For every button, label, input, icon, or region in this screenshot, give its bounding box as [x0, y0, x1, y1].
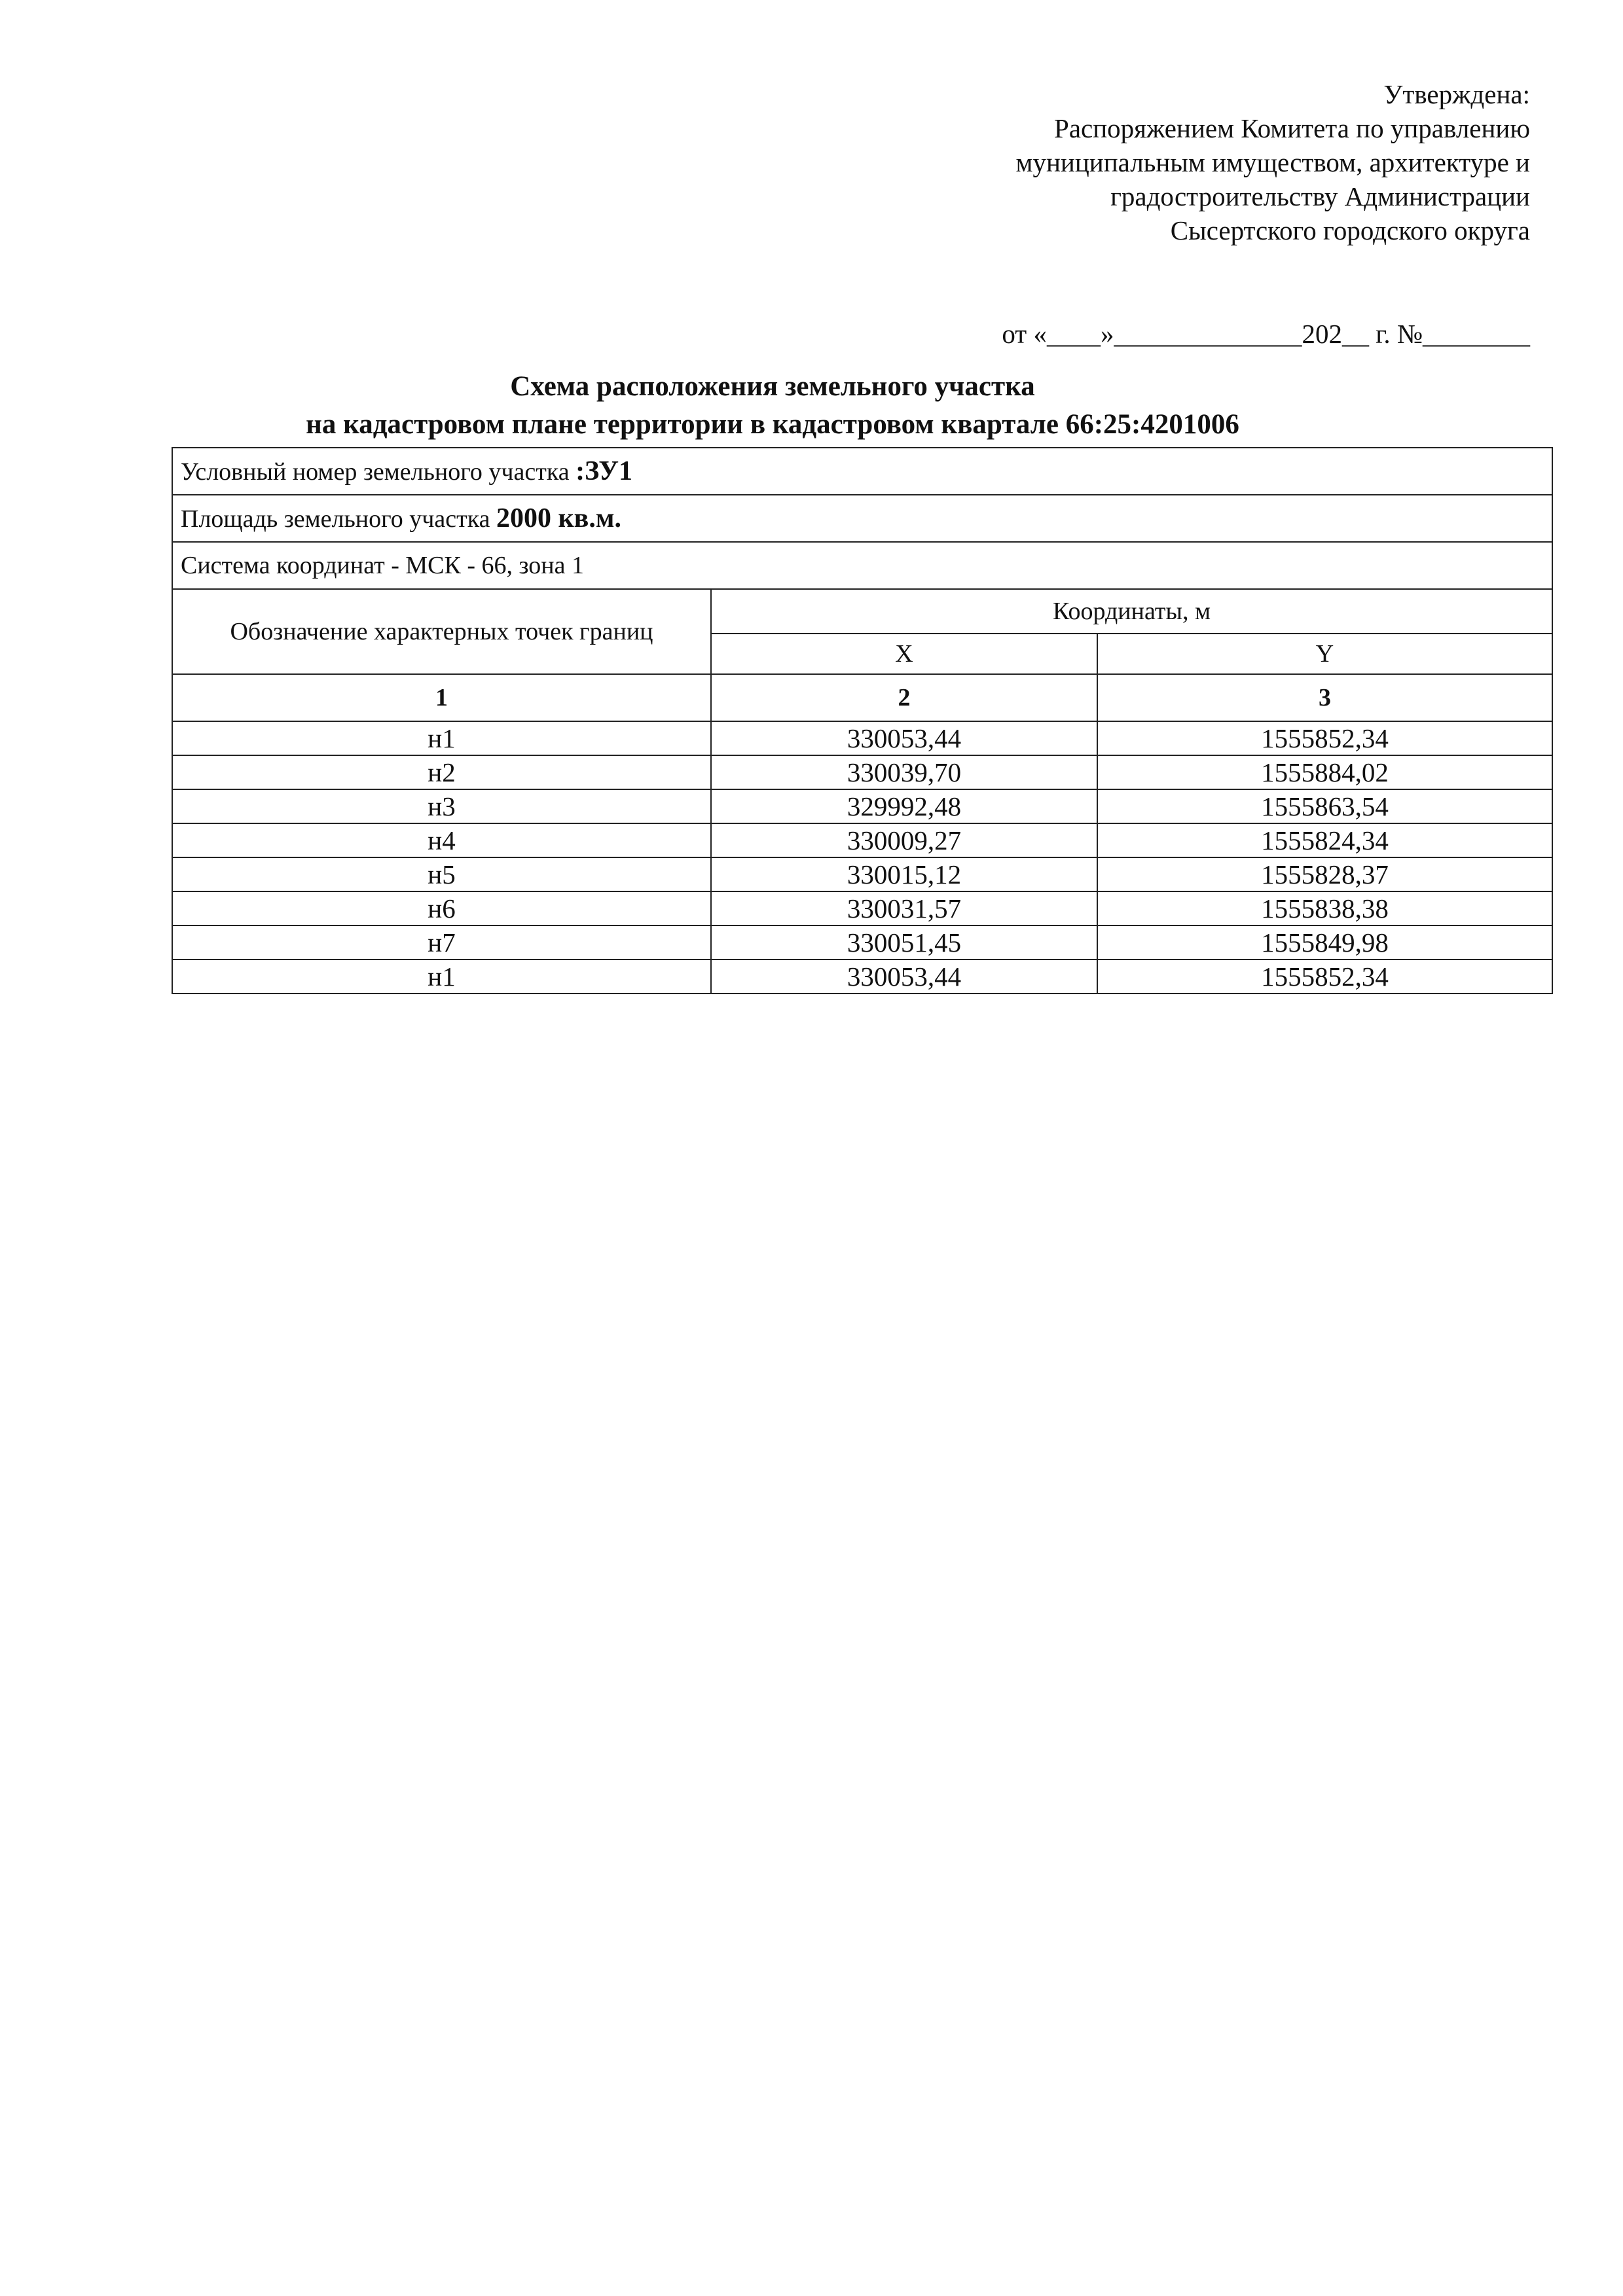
point-cell: н3: [172, 789, 711, 823]
points-header: Обозначение характерных точек границ: [172, 589, 711, 674]
coordinates-table: [172, 447, 1553, 994]
column-number: 3: [1097, 674, 1552, 721]
y-cell: 1555852,34: [1097, 960, 1552, 994]
point-cell: н1: [172, 960, 711, 994]
x-cell: 330051,45: [711, 925, 1097, 960]
y-cell: 1555852,34: [1097, 721, 1552, 755]
point-cell: н6: [172, 891, 711, 925]
point-cell: н7: [172, 925, 711, 960]
approval-date-line: от «____»______________202__ г. №________: [1002, 319, 1530, 349]
x-cell: 330031,57: [711, 891, 1097, 925]
point-cell: н2: [172, 755, 711, 789]
y-cell: 1555849,98: [1097, 925, 1552, 960]
table-row: [172, 925, 1552, 960]
approval-line: Сысертского городского округа: [1170, 215, 1530, 245]
parcel-area-value: 2000 кв.м.: [496, 503, 621, 533]
title-line-2: на кадастровом плане территории в кадастровом квартале 66:25:4201006: [306, 409, 1239, 440]
parcel-area-label: Площадь земельного участка: [181, 505, 496, 533]
column-number: 2: [711, 674, 1097, 721]
table-row: [172, 755, 1552, 789]
x-cell: 330053,44: [711, 960, 1097, 994]
coordinate-system-cell: Система координат - МСК - 66, зона 1: [172, 542, 1552, 589]
table-row: [172, 789, 1552, 823]
table-row: [172, 721, 1552, 755]
parcel-number-cell: [172, 448, 1552, 495]
y-cell: 1555824,34: [1097, 823, 1552, 857]
parcel-number-value: :ЗУ1: [575, 456, 633, 486]
x-cell: 330053,44: [711, 721, 1097, 755]
x-cell: 330009,27: [711, 823, 1097, 857]
parcel-number-label: Условный номер земельного участка: [181, 458, 576, 486]
point-cell: н4: [172, 823, 711, 857]
title-line-1: Схема расположения земельного участка: [510, 371, 1035, 402]
y-cell: 1555884,02: [1097, 755, 1552, 789]
coordinates-header: Координаты, м: [711, 589, 1552, 634]
x-cell: 329992,48: [711, 789, 1097, 823]
parcel-area-cell: [172, 495, 1552, 542]
y-cell: 1555838,38: [1097, 891, 1552, 925]
approval-line: градостроительству Администрации: [1110, 181, 1530, 211]
y-header: Y: [1097, 634, 1552, 674]
table-row: [172, 891, 1552, 925]
table-row: [172, 823, 1552, 857]
approval-line: Распоряжением Комитета по управлению: [1054, 113, 1530, 143]
approval-line: муниципальным имуществом, архитектуре и: [1015, 147, 1530, 177]
column-number: 1: [172, 674, 711, 721]
approval-block: [875, 77, 1530, 247]
y-cell: 1555863,54: [1097, 789, 1552, 823]
point-cell: н1: [172, 721, 711, 755]
approval-line: Утверждена:: [1383, 79, 1530, 109]
document-title: [172, 368, 1374, 444]
point-cell: н5: [172, 857, 711, 891]
y-cell: 1555828,37: [1097, 857, 1552, 891]
x-cell: 330039,70: [711, 755, 1097, 789]
table-row: [172, 960, 1552, 994]
x-header: X: [711, 634, 1097, 674]
table-row: [172, 857, 1552, 891]
x-cell: 330015,12: [711, 857, 1097, 891]
